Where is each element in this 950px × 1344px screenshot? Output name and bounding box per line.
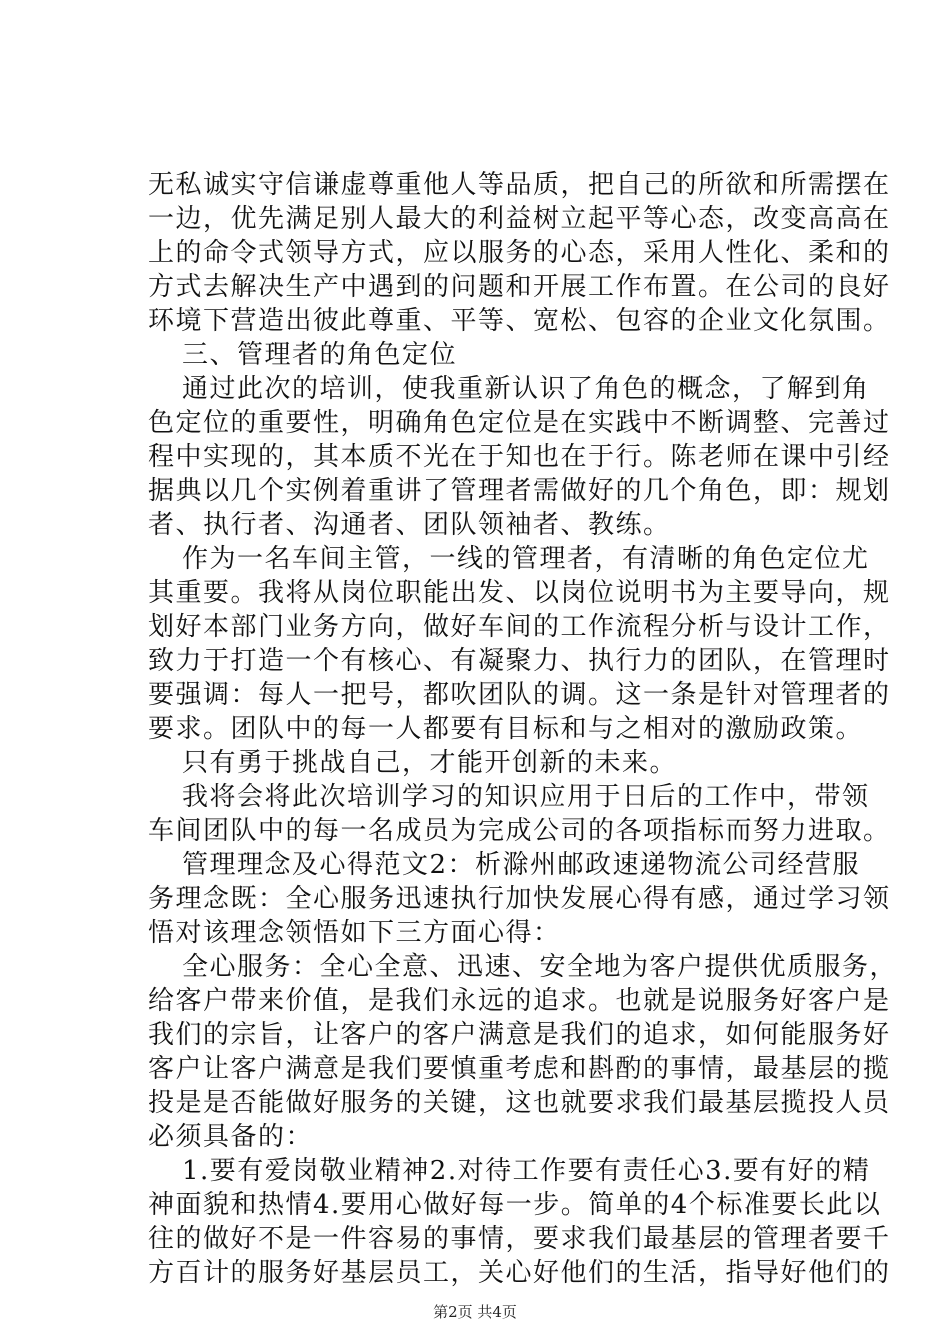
text-line: 我将会将此次培训学习的知识应用于日后的工作中，带领 xyxy=(182,782,870,812)
text-line: 环境下营造出彼此尊重、平等、宽松、包容的企业文化氛围。 xyxy=(148,306,891,336)
page-footer: 第2页 共4页 xyxy=(433,1303,517,1321)
text-line: 要求。团队中的每一人都要有目标和与之相对的激励政策。 xyxy=(148,714,864,744)
text-line: 方式去解决生产中遇到的问题和开展工作布置。在公司的良好 xyxy=(148,272,891,302)
text-line: 车间团队中的每一名成员为完成公司的各项指标而努力进取。 xyxy=(148,816,891,846)
text-line: 务理念既：全心服务迅速执行加快发展心得有感，通过学习领 xyxy=(148,884,891,914)
text-line: 悟对该理念领悟如下三方面心得： xyxy=(148,918,561,948)
text-line: 其重要。我将从岗位职能出发、以岗位说明书为主要导向，规 xyxy=(148,578,891,608)
document-body xyxy=(148,168,898,1290)
text-line: 据典以几个实例着重讲了管理者需做好的几个角色，即：规划 xyxy=(148,476,891,506)
text-line: 要强调：每人一把号，都吹团队的调。这一条是针对管理者的 xyxy=(148,680,891,710)
text-line: 1.要有爱岗敬业精神2.对待工作要有责任心3.要有好的精 xyxy=(182,1156,871,1186)
text-line: 全心服务：全心全意、迅速、安全地为客户提供优质服务， xyxy=(182,952,898,982)
text-line: 致力于打造一个有核心、有凝聚力、执行力的团队，在管理时 xyxy=(148,646,891,676)
text-line: 作为一名车间主管，一线的管理者，有清晰的角色定位尤 xyxy=(182,544,870,574)
text-line: 无私诚实守信谦虚尊重他人等品质，把自己的所欲和所需摆在 xyxy=(148,170,891,200)
text-line: 我们的宗旨，让客户的客户满意是我们的追求，如何能服务好 xyxy=(148,1020,891,1050)
text-line: 投是是否能做好服务的关键，这也就要求我们最基层揽投人员 xyxy=(148,1088,891,1118)
text-line: 色定位的重要性，明确角色定位是在实践中不断调整、完善过 xyxy=(148,408,891,438)
text-line: 三、管理者的角色定位 xyxy=(182,340,458,370)
text-line: 客户让客户满意是我们要慎重考虑和斟酌的事情，最基层的揽 xyxy=(148,1054,891,1084)
text-line: 上的命令式领导方式，应以服务的心态，采用人性化、柔和的 xyxy=(148,238,891,268)
text-line: 必须具备的： xyxy=(148,1122,314,1152)
text-line: 程中实现的，其本质不光在于知也在于行。陈老师在课中引经 xyxy=(148,442,891,472)
text-line: 划好本部门业务方向，做好车间的工作流程分析与设计工作， xyxy=(148,612,891,642)
text-line: 一边，优先满足别人最大的利益树立起平等心态，改变高高在 xyxy=(148,204,891,234)
text-line: 给客户带来价值，是我们永远的追求。也就是说服务好客户是 xyxy=(148,986,891,1016)
text-line: 神面貌和热情4.要用心做好每一步。简单的4个标准要长此以 xyxy=(148,1190,882,1220)
text-line: 管理理念及心得范文2：析滁州邮政速递物流公司经营服 xyxy=(182,850,861,880)
text-line: 者、执行者、沟通者、团队领袖者、教练。 xyxy=(148,510,671,540)
text-line: 通过此次的培训，使我重新认识了角色的概念，了解到角 xyxy=(182,374,870,404)
text-line: 往的做好不是一件容易的事情，要求我们最基层的管理者要千 xyxy=(148,1224,891,1254)
text-line: 方百计的服务好基层员工，关心好他们的生活，指导好他们的 xyxy=(148,1258,891,1288)
text-line: 只有勇于挑战自己，才能开创新的未来。 xyxy=(182,748,678,778)
